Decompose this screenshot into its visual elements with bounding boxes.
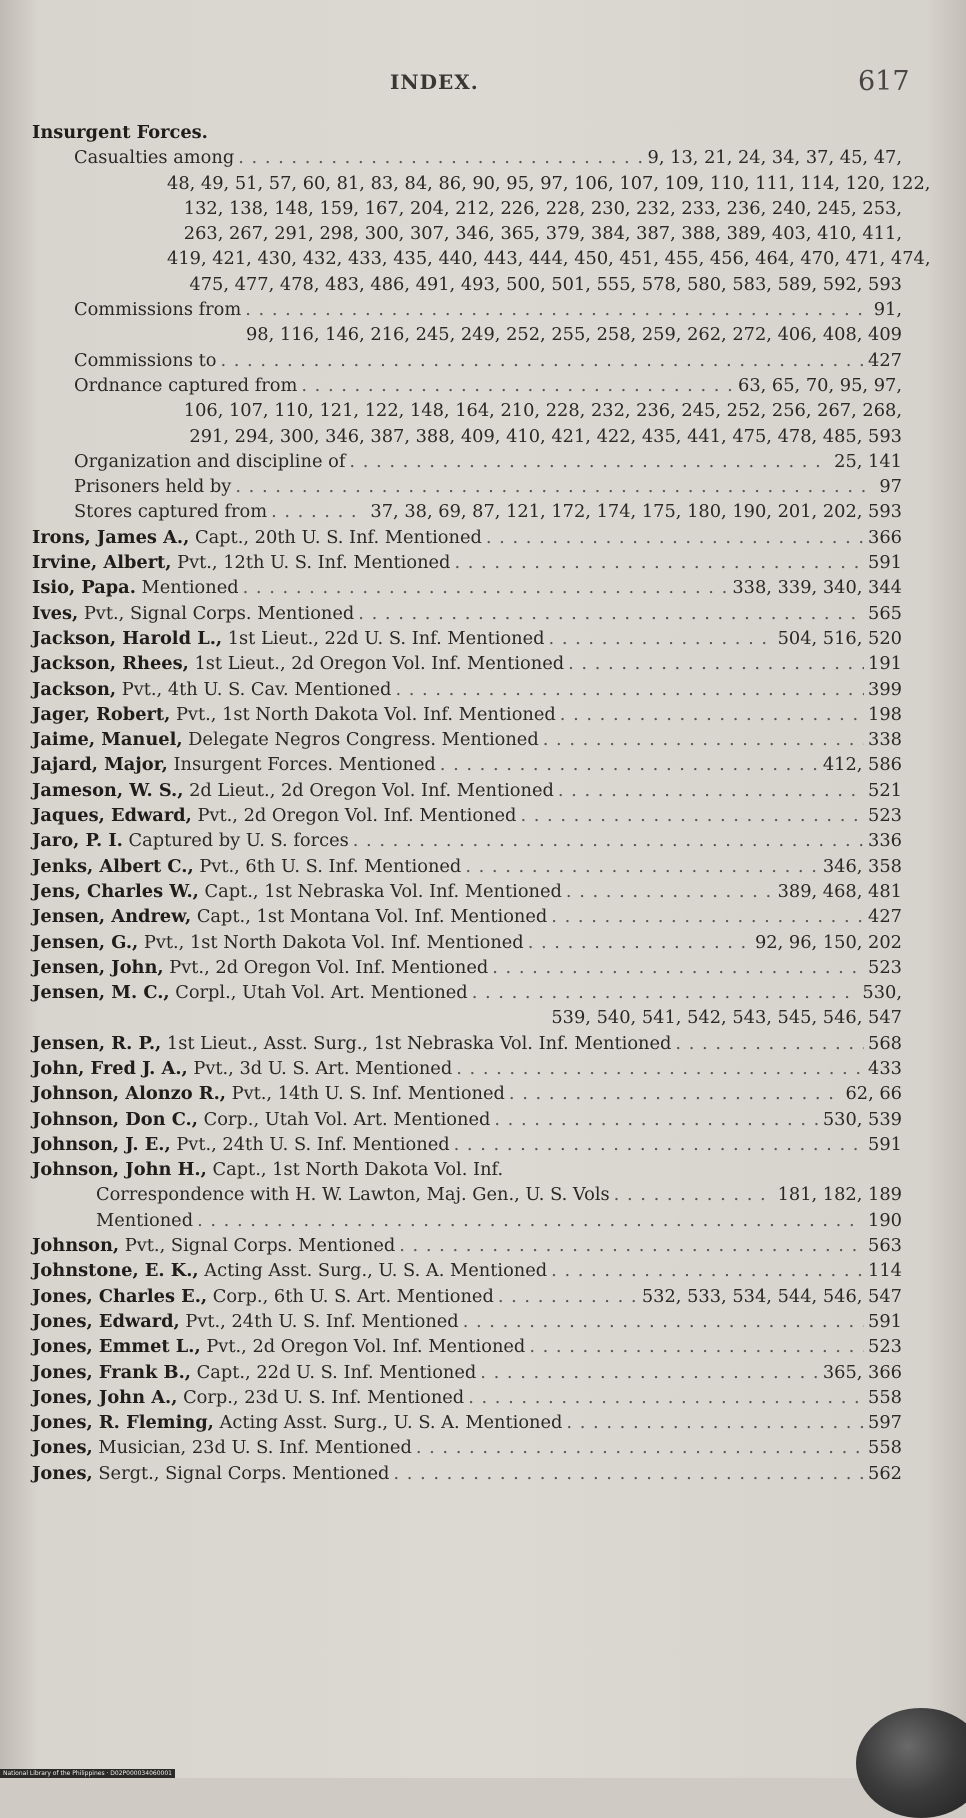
dot-leader (520, 803, 864, 828)
entry-name: Jaques, Edward, (32, 805, 192, 827)
page-refs: 198 (868, 703, 902, 725)
entry-text: Insurgent Forces. Mentioned (173, 754, 436, 776)
page-refs: 412, 586 (822, 754, 902, 776)
page-refs: 419, 421, 430, 432, 433, 435, 440, 443, 444, 450, 451, 455, 456, 464, 470, 471, 474, (167, 248, 931, 270)
index-line (22, 550, 902, 575)
entry-text: Pvt., 2d Oregon Vol. Inf. Mentioned (169, 956, 489, 978)
entry-text: Corp., Utah Vol. Art. Mentioned (203, 1108, 491, 1130)
dot-leader (498, 1284, 638, 1309)
entry-name: Jackson, (32, 678, 117, 700)
entry-text: Pvt., 1st North Dakota Vol. Inf. Mentioned (143, 931, 524, 953)
index-line (22, 1461, 902, 1486)
entry-text: Pvt., 1st North Dakota Vol. Inf. Mentioned (175, 703, 556, 725)
page-refs: 114 (868, 1260, 902, 1282)
index-line (22, 828, 902, 853)
index-line (22, 499, 902, 524)
dot-leader (197, 1208, 864, 1233)
index-line (22, 904, 902, 929)
entry-text: Capt., 1st Nebraska Vol. Inf. Mentioned (204, 880, 562, 902)
dot-leader (220, 348, 864, 373)
page-refs: 562 (868, 1462, 902, 1484)
entry-name: Jensen, Andrew, (32, 906, 192, 928)
index-line (22, 348, 902, 373)
entry-text: Pvt., 3d U. S. Art. Mentioned (193, 1057, 453, 1079)
entry-text: Musician, 23d U. S. Inf. Mentioned (98, 1437, 412, 1459)
index-line (22, 1132, 902, 1157)
page-refs: 433 (868, 1057, 902, 1079)
index-entries (22, 120, 931, 1486)
index-line (22, 1410, 902, 1435)
entry-text: Capt., 1st Montana Vol. Inf. Mentioned (196, 906, 548, 928)
dot-leader (675, 1031, 864, 1056)
index-line (22, 1208, 902, 1233)
entry-name: Johnson, Alonzo R., (32, 1083, 226, 1105)
entry-text: Casualties among (74, 147, 235, 169)
index-line (22, 854, 902, 879)
index-line (22, 1309, 902, 1334)
entry-name: Jameson, W. S., (32, 779, 184, 801)
dot-leader (480, 1360, 819, 1385)
page-refs: 190 (868, 1209, 902, 1231)
entry-text: Pvt., 6th U. S. Inf. Mentioned (199, 855, 462, 877)
page-refs: 366 (868, 526, 902, 548)
index-line (22, 322, 902, 347)
entry-name: Johnstone, E. K., (32, 1260, 199, 1282)
entry-name: Jensen, M. C., (32, 982, 170, 1004)
dot-leader (560, 702, 864, 727)
page-refs: 563 (868, 1235, 902, 1257)
entry-name: Johnson, John H., (32, 1159, 207, 1181)
page-refs: 427 (868, 906, 902, 928)
entry-name: Jones, Emmet L., (32, 1336, 201, 1358)
entry-name: Johnson, Don C., (32, 1108, 198, 1130)
dot-leader (440, 752, 819, 777)
dot-leader (271, 499, 366, 524)
entry-text: Capt., 20th U. S. Inf. Mentioned (194, 526, 482, 548)
index-line (22, 1107, 902, 1132)
entry-name: Jones, R. Fleming, (32, 1412, 214, 1434)
entry-name: Jensen, G., (32, 931, 139, 953)
page-refs: 475, 477, 478, 483, 486, 491, 493, 500, 501, 555, 578, 580, 583, 589, 592, 593 (189, 273, 902, 295)
page-refs: 37, 38, 69, 87, 121, 172, 174, 175, 180, 190, 201, 202, 593 (370, 501, 902, 523)
page-refs: 504, 516, 520 (777, 627, 902, 649)
dot-leader (465, 854, 819, 879)
dot-leader (238, 145, 643, 170)
dot-leader (468, 1385, 864, 1410)
page-refs: 9, 13, 21, 24, 34, 37, 45, 47, (647, 147, 902, 169)
entry-name: Jager, Robert, (32, 703, 171, 725)
entry-name: Jaro, P. I. (32, 830, 123, 852)
entry-text: 1st Lieut., Asst. Surg., 1st Nebraska Vol. Inf. Mentioned (166, 1032, 672, 1054)
page-refs: 523 (868, 956, 902, 978)
entry-text: 1st Lieut., 2d Oregon Vol. Inf. Mentioned (194, 653, 565, 675)
dot-leader (349, 449, 830, 474)
dot-leader (301, 373, 734, 398)
page-refs: 25, 141 (834, 450, 902, 472)
index-line (22, 601, 902, 626)
page-refs: 399 (868, 678, 902, 700)
entry-text: Mentioned (141, 577, 239, 599)
page-refs: 365, 366 (822, 1361, 902, 1383)
dot-leader (395, 677, 864, 702)
page-header (0, 66, 966, 110)
index-line (22, 727, 902, 752)
page-refs: 523 (868, 805, 902, 827)
entry-text: Ordnance captured from (74, 374, 298, 396)
entry-text: Sergt., Signal Corps. Mentioned (98, 1462, 390, 1484)
entry-name: Jajard, Major, (32, 754, 168, 776)
page-refs: 521 (868, 779, 902, 801)
index-line (22, 373, 902, 398)
entry-name: Jens, Charles W., (32, 880, 199, 902)
dot-leader (245, 297, 869, 322)
dot-leader (472, 980, 859, 1005)
entry-text: Pvt., 24th U. S. Inf. Mentioned (176, 1133, 450, 1155)
page-refs: 532, 533, 534, 544, 546, 547 (641, 1285, 902, 1307)
index-heading: Insurgent Forces. (32, 122, 208, 143)
dot-leader (456, 1056, 864, 1081)
page-refs: 558 (868, 1386, 902, 1408)
index-line (22, 221, 902, 246)
entry-text: 1st Lieut., 22d U. S. Inf. Mentioned (227, 627, 545, 649)
page-refs: 539, 540, 541, 542, 543, 545, 546, 547 (551, 1007, 902, 1029)
index-line (22, 1031, 902, 1056)
page-refs: 338 (868, 729, 902, 751)
entry-text: Pvt., Signal Corps. Mentioned (124, 1235, 396, 1257)
index-line (22, 1081, 902, 1106)
entry-name: Jones, Frank B., (32, 1361, 191, 1383)
page-refs: 97 (879, 476, 902, 498)
entry-text: Stores captured from (74, 501, 268, 523)
dot-leader (494, 1107, 818, 1132)
entry-text: Pvt., 4th U. S. Cav. Mentioned (121, 678, 392, 700)
index-line (22, 752, 902, 777)
page-refs: 565 (868, 602, 902, 624)
running-head: INDEX. (390, 70, 479, 94)
entry-text: Pvt., 2d Oregon Vol. Inf. Mentioned (197, 805, 517, 827)
entry-name: Irons, James A., (32, 526, 190, 548)
index-line (22, 297, 902, 322)
entry-name: Isio, Papa. (32, 577, 136, 599)
index-line (22, 424, 902, 449)
entry-text: 2d Lieut., 2d Oregon Vol. Inf. Mentioned (189, 779, 554, 801)
dot-leader (243, 575, 729, 600)
page-refs: 530, (862, 982, 902, 1004)
page-refs: 263, 267, 291, 298, 300, 307, 346, 365, 379, 384, 387, 388, 389, 403, 410, 411, (183, 223, 902, 245)
index-line (22, 171, 931, 196)
index-line (22, 525, 902, 550)
entry-text: Pvt., 12th U. S. Inf. Mentioned (177, 552, 451, 574)
dot-leader (551, 1258, 864, 1283)
entry-name: Jensen, R. P., (32, 1032, 162, 1054)
index-line (22, 1385, 902, 1410)
page-refs: 568 (868, 1032, 902, 1054)
dot-leader (549, 626, 774, 651)
dot-leader (528, 930, 751, 955)
entry-text: Organization and discipline of (74, 450, 346, 472)
entry-text: Corpl., Utah Vol. Art. Mentioned (175, 982, 468, 1004)
entry-text: Mentioned (96, 1209, 194, 1231)
page-refs: 591 (868, 1310, 902, 1332)
entry-name: Jackson, Rhees, (32, 653, 189, 675)
page-refs: 346, 358 (822, 855, 902, 877)
source-footer: National Library of the Philippines · D02P000034060001 (0, 1769, 175, 1778)
index-line (22, 702, 902, 727)
page-refs: 181, 182, 189 (777, 1184, 902, 1206)
page-refs: 389, 468, 481 (777, 880, 902, 902)
page-refs: 291, 294, 300, 346, 387, 388, 409, 410, 421, 422, 435, 441, 475, 478, 485, 593 (189, 425, 902, 447)
index-line (22, 398, 902, 423)
entry-text: Correspondence with H. W. Lawton, Maj. Gen., U. S. Vols (96, 1184, 610, 1206)
page-refs: 48, 49, 51, 57, 60, 81, 83, 84, 86, 90, 95, 97, 106, 107, 109, 110, 111, 114, 120, 122, (167, 172, 931, 194)
entry-name: Jones, Charles E., (32, 1285, 208, 1307)
page-refs: 597 (868, 1412, 902, 1434)
index-line (22, 930, 902, 955)
page-refs: 106, 107, 110, 121, 122, 148, 164, 210, 228, 232, 236, 245, 252, 256, 267, 268, (183, 400, 902, 422)
page-refs: 591 (868, 1133, 902, 1155)
dot-leader (558, 778, 864, 803)
entry-text: Pvt., 24th U. S. Inf. Mentioned (185, 1310, 459, 1332)
entry-name: Irvine, Albert, (32, 552, 172, 574)
index-line (22, 980, 902, 1005)
scanner-thumb (856, 1708, 966, 1818)
dot-leader (551, 904, 864, 929)
page-refs: 98, 116, 146, 216, 245, 249, 252, 255, 258, 259, 262, 272, 406, 408, 409 (245, 324, 902, 346)
entry-text: Corp., 23d U. S. Inf. Mentioned (183, 1386, 465, 1408)
dot-leader (416, 1435, 864, 1460)
entry-text: Acting Asst. Surg., U. S. A. Mentioned (219, 1412, 563, 1434)
page-refs: 427 (868, 349, 902, 371)
page-refs: 132, 138, 148, 159, 167, 204, 212, 226, 228, 230, 232, 233, 236, 240, 245, 253, (183, 197, 902, 219)
index-line (22, 778, 902, 803)
dot-leader (486, 525, 864, 550)
page-refs: 63, 65, 70, 95, 97, (738, 374, 902, 396)
entry-text: Pvt., 2d Oregon Vol. Inf. Mentioned (206, 1336, 526, 1358)
dot-leader (614, 1182, 774, 1207)
dot-leader (358, 601, 864, 626)
index-line (22, 1157, 902, 1182)
entry-name: Ives, (32, 602, 79, 624)
index-line (22, 1182, 902, 1207)
index-line (22, 1056, 902, 1081)
entry-name: Jensen, John, (32, 956, 164, 978)
index-line (22, 145, 902, 170)
entry-name: John, Fred J. A., (32, 1057, 188, 1079)
dot-leader (454, 550, 864, 575)
dot-leader (399, 1233, 864, 1258)
index-line (22, 626, 902, 651)
entry-name: Jones, (32, 1437, 93, 1459)
index-line (22, 677, 902, 702)
index-line (22, 246, 931, 271)
entry-text: Acting Asst. Surg., U. S. A. Mentioned (204, 1260, 548, 1282)
entry-name: Johnson, J. E., (32, 1133, 171, 1155)
entry-name: Jones, (32, 1462, 93, 1484)
page-refs: 591 (868, 552, 902, 574)
page-refs: 558 (868, 1437, 902, 1459)
entry-text: Captured by U. S. forces (128, 830, 349, 852)
entry-name: Jaime, Manuel, (32, 729, 183, 751)
dot-leader (235, 474, 875, 499)
index-line (22, 196, 902, 221)
page-refs: 338, 339, 340, 344 (732, 577, 902, 599)
entry-name: Johnson, (32, 1235, 120, 1257)
entry-text: Commissions from (74, 299, 242, 321)
index-line (22, 1435, 902, 1460)
entry-name: Jones, Edward, (32, 1310, 180, 1332)
entry-text: Capt., 22d U. S. Inf. Mentioned (196, 1361, 477, 1383)
dot-leader (529, 1334, 864, 1359)
entry-text: Capt., 1st North Dakota Vol. Inf. (212, 1159, 504, 1181)
index-line (22, 879, 902, 904)
entry-text: Pvt., 14th U. S. Inf. Mentioned (231, 1083, 505, 1105)
dot-leader (566, 879, 774, 904)
index-line (22, 575, 902, 600)
dot-leader (568, 651, 864, 676)
entry-text: Commissions to (74, 349, 217, 371)
dot-leader (566, 1410, 864, 1435)
page-refs: 92, 96, 150, 202 (754, 931, 902, 953)
page-refs: 191 (868, 653, 902, 675)
dot-leader (492, 955, 864, 980)
index-line (22, 803, 902, 828)
index-line (22, 955, 902, 980)
index-line (22, 272, 902, 297)
page-refs: 523 (868, 1336, 902, 1358)
index-line (22, 1005, 902, 1030)
index-line (22, 1360, 902, 1385)
entry-name: Jones, John A., (32, 1386, 178, 1408)
index-line (22, 120, 902, 145)
dot-leader (353, 828, 864, 853)
dot-leader (393, 1461, 864, 1486)
index-line (22, 1284, 902, 1309)
index-line (22, 1334, 902, 1359)
dot-leader (454, 1132, 864, 1157)
entry-text: Prisoners held by (74, 476, 232, 498)
index-line (22, 1258, 902, 1283)
entry-name: Jackson, Harold L., (32, 627, 223, 649)
index-line (22, 651, 902, 676)
entry-text: Delegate Negros Congress. Mentioned (188, 729, 539, 751)
entry-text: Pvt., Signal Corps. Mentioned (83, 602, 355, 624)
index-line (22, 474, 902, 499)
entry-name: Jenks, Albert C., (32, 855, 194, 877)
dot-leader (463, 1309, 864, 1334)
page-number: 617 (858, 66, 910, 97)
dot-leader (543, 727, 864, 752)
page-refs: 91, (873, 299, 902, 321)
dot-leader (509, 1081, 842, 1106)
page-refs: 62, 66 (845, 1083, 902, 1105)
page-refs: 336 (868, 830, 902, 852)
index-line (22, 449, 902, 474)
index-line (22, 1233, 902, 1258)
page-refs: 530, 539 (822, 1108, 902, 1130)
entry-text: Corp., 6th U. S. Art. Mentioned (212, 1285, 494, 1307)
